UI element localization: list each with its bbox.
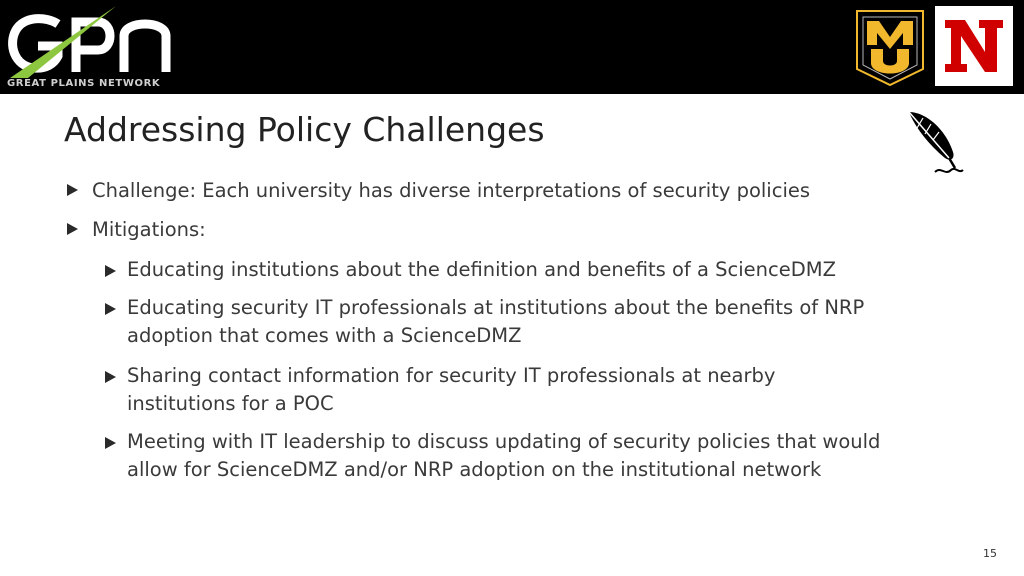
bullet-arrow-icon [67, 223, 78, 235]
header-bar [0, 0, 1024, 94]
bullet-arrow-icon [105, 371, 116, 383]
mizzou-logo [855, 9, 925, 87]
slide-title: Addressing Policy Challenges [64, 110, 545, 149]
gpn-tagline: GREAT PLAINS NETWORK [7, 78, 161, 89]
page-number: 15 [983, 547, 997, 560]
bullet-arrow-icon [105, 265, 116, 277]
bullet-arrow-icon [105, 437, 116, 449]
sub-bullet-4: Meeting with IT leadership to discuss updating of security policies that would allow for ScienceDMZ and/or NRP adoption on the institutional network [105, 428, 895, 484]
bullet-challenge: Challenge: Each university has diverse interpretations of security policies [67, 179, 810, 202]
nebraska-logo [935, 6, 1013, 86]
sub-bullet-2: Educating security IT professionals at institutions about the benefits of NRP adoption that comes with a ScienceDMZ [105, 294, 925, 350]
bullet-arrow-icon [105, 303, 116, 315]
sub-bullet-3: Sharing contact information for security IT professionals at nearby institutions for a POC [105, 362, 845, 418]
quill-icon [905, 108, 965, 178]
sub-bullet-1: Educating institutions about the definition and benefits of a ScienceDMZ [105, 256, 925, 284]
bullet-arrow-icon [67, 184, 78, 196]
bullet-mitigations: Mitigations: [67, 218, 206, 241]
